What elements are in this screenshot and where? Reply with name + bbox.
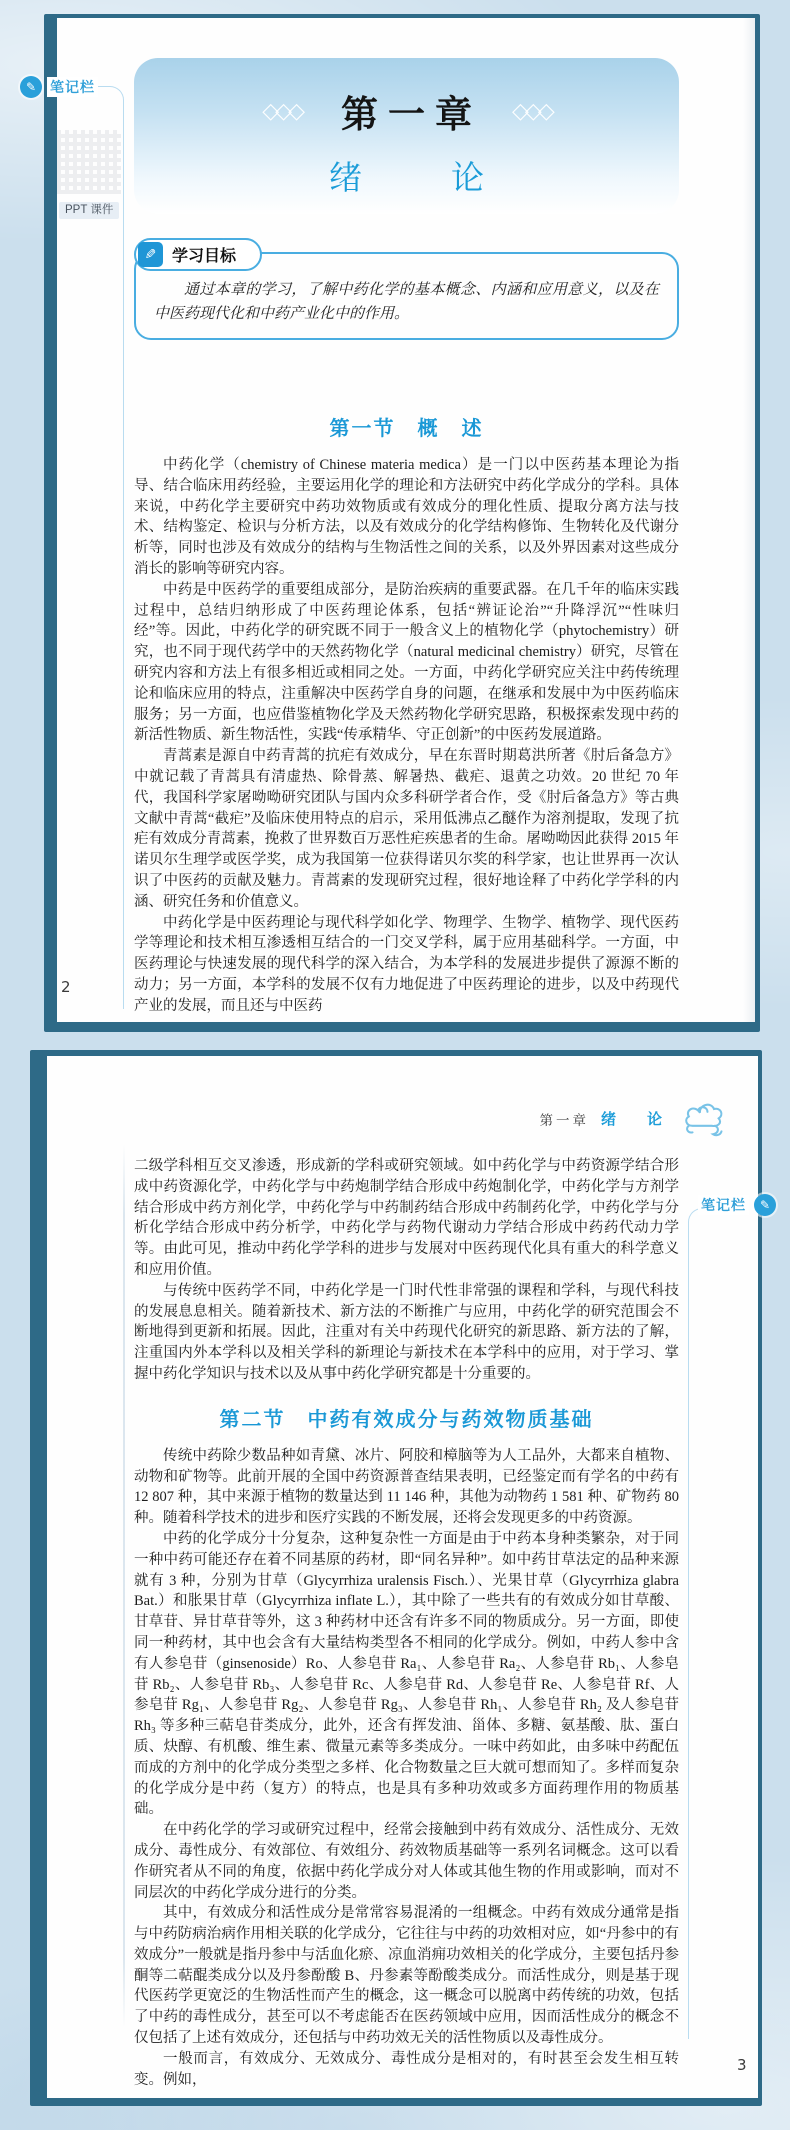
paragraph: 一般而言，有效成分、无效成分、毒性成分是相对的，有时甚至会发生相互转变。例如， <box>134 2050 679 2088</box>
chapter-number: 第一章 <box>341 95 482 136</box>
diamond-ornament-icon: ◇◇◇ <box>512 98 551 124</box>
paragraph: 中药化学（chemistry of Chinese materia medica）是一门以中医药基本理论为指导、结合临床用药经验，主要运用化学的理论和方法研究中药化学成分的学科。具体来说，中药化学主要研究中药功效物质或有效成分的理化性质、提取分离方法与技术、结构鉴定、检识与分析方法，以及有效成分的化学结构修饰、生物转化及代谢分析等，同时也涉及有效成分的结构与生物活性之间的关系，以及外界因素对这些成分消长的影响等研究内容。 <box>134 457 679 577</box>
notes-column-label: 笔记栏 <box>47 77 98 97</box>
page-3-body <box>134 1156 679 2090</box>
notes-pen-icon <box>754 1194 776 1216</box>
chapter-number-row <box>134 58 679 138</box>
section-1-heading: 第一节 概 述 <box>329 418 484 440</box>
paragraph: 中药的化学成分十分复杂，这种复杂性一方面是由于中药本身种类繁杂，对于同一种中药可能还存在着不同基原的药材，即“同名异种”。如中药甘草法定的品种来源就有 3 种，分别为甘草（Glycyrrhiza uralensis Fisch.）、光果甘草（Glycyrrhiza glabra Bat.）和胀果甘草（Glycyrrhiza inflate L.），其中除了一些共有的有效成分如甘草酸、甘草苷、异甘草苷等外，这 3 种药材中还含有许多不同的物质成分。另一方面，即使同一种药材，其中也会含有大量结构类型各不相同的化学成分。例如，中药人参中含有人参皂苷（ginsenoside）Ro、人参皂苷 Ra₁、人参皂苷 Ra₂、人参皂苷 Rb₁、人参皂苷 Rb₂、人参皂苷 Rb₃、人参皂苷 Rc、人参皂苷 Rd、人参皂苷 Re、人参皂苷 Rf、人参皂苷 Rg₁、人参皂苷 Rg₂、人参皂苷 Rg₃、人参皂苷 Rh₁、人参皂苷 Rh₂ 及人参皂苷 Rh₃ 等多种三萜皂苷类成分，此外，还含有挥发油、甾体、多糖、氨基酸、肽、蛋白质、炔醇、有机酸、维生素、微量元素等多类成分。一味中药如此，由多味中药配伍而成的方剂中的化学成分类型之多样、化合物数量之巨大就可想而知了。多样而复杂的化学成分是中药（复方）的特点，也是具有多种功效或多方面药理作用的物质基础。 <box>134 1530 679 1818</box>
page-2-paper <box>57 18 755 1022</box>
running-head-chapter: 第一章 <box>539 1112 589 1128</box>
chapter-title: 绪 论 <box>329 161 512 197</box>
learning-objectives-box <box>134 246 679 340</box>
page-number: 3 <box>737 2056 747 2074</box>
page-number: 2 <box>61 978 71 996</box>
notes-column-badge-right <box>698 1194 776 1216</box>
notes-column-rule-left <box>96 86 124 1009</box>
page-2-frame <box>44 14 760 1032</box>
page-3-frame <box>30 1050 762 2106</box>
paragraph: 中药化学是中医药理论与现代科学如化学、物理学、生物学、植物学、现代医药学等理论和技术相互渗透相互结合的一门交叉学科，属于应用基础科学。一方面，中医药理论与快速发展的现代科学的深入结合，为本学科的发展进步提供了源源不断的动力；另一方面，本学科的发展不仅有力地促进了中医药理论的进步，以及中药现代产业的发展，而且还与中医药 <box>134 914 679 1014</box>
learning-objectives-text: 通过本章的学习，了解中药化学的基本概念、内涵和应用意义，以及在中医药现代化和中药产业化中的作用。 <box>154 282 659 322</box>
notes-column-label: 笔记栏 <box>698 1195 749 1215</box>
page-2-body <box>134 455 679 1017</box>
page-3-paper <box>47 1056 758 2098</box>
pen-glyph: ✎ <box>25 80 37 94</box>
gutter-shadow <box>123 1144 125 2028</box>
diamond-ornament-icon: ◇◇◇ <box>262 98 301 124</box>
learning-objectives-title: 学习目标 <box>172 248 237 265</box>
paragraph: 传统中药除少数品种如青黛、冰片、阿胶和樟脑等为人工品外，大都来自植物、动物和矿物等。此前开展的全国中药资源普查结果表明，已经鉴定而有学名的中药有 12 807 种，其中来源于植物的数量达到 11 146 种，其他为动物药 1 581 种、矿物药 80 种。随着科学技术的进步和医疗实践的不断发展，还将会发现更多的中药资源。 <box>134 1447 679 1527</box>
learning-objectives-tab <box>134 238 262 271</box>
paragraph: 中药是中医药学的重要组成部分，是防治疾病的重要武器。在几千年的临床实践过程中，总结归纳形成了中医药理论体系，包括“辨证论治”“升降浮沉”“性味归经”等。因此，中药化学的研究既不同于一般含义上的植物化学（phytochemistry）研究，也不同于现代药学中的天然药物化学（natural medicinal chemistry）研究，尽管在研究内容和方法上有很多相近或相同之处。一方面，中药化学研究应关注中药传统理论和临床应用的特点，注重解决中医药学自身的问题，在继承和发展中为中医药临床服务；另一方面，也应借鉴植物化学及天然药物化学研究思路，积极探索发现中药的新活性物质、新生物活性，实践“传承精华、守正创新”的中医药发展道路。 <box>134 581 679 744</box>
notes-pen-icon <box>20 76 42 98</box>
ppt-courseware-label: PPT 课件 <box>59 202 119 219</box>
running-head-title: 绪 论 <box>600 1112 670 1128</box>
pen-icon: ✎ <box>138 242 163 267</box>
paragraph-continuation: 二级学科相互交叉渗透，形成新的学科或研究领域。如中药化学与中药资源学结合形成中药资源化学，中药化学与中药炮制学结合形成中药炮制化学，中药化学与方剂学结合形成中药方剂化学，中药化学与中药制药结合形成中药制药化学，中药化学与分析化学结合形成中药分析学，中药化学与药物代谢动力学结合形成中药药代动力学等。由此可见，推动中药化学学科的进步与发展对中医药现代化具有重大的科学意义和应用价值。 <box>134 1158 679 1278</box>
paragraph: 与传统中医药学不同，中药化学是一门时代性非常强的课程和学科，与现代科技的发展息息相关。随着新技术、新方法的不断推广与应用，中药化学的研究范围会不断地得到更新和拓展。因此，注重对有关中药现代化研究的新思路、新方法的了解，注重国内外本学科以及相关学科的新理论与新技术在本学科中的应用，对于学习、掌握中药化学知识与技术以及从事中药化学研究都是十分重要的。 <box>134 1282 679 1382</box>
paragraph: 其中，有效成分和活性成分是常常容易混淆的一组概念。中药有效成分通常是指与中药防病治病作用相关联的化学成分，它往往与中药的功效相对应，如“丹参中的有效成分”一般就是指丹参中与活血化瘀、凉血消痈功效相关的化学成分，主要包括丹参酮等二萜醌类成分以及丹参酚酸 B、丹参素等酚酸类成分。而活性成分，则是基于现代医药学更宽泛的生物活性而产生的概念，这一概念可以脱离中药传统的功效，包括了中药的毒性成分，甚至可以不考虑能否在医药领域中应用，因而活性成分的概念不仅包括了上述有效成分，还包括与中药功效无关的活性物质以及毒性成分。 <box>134 1905 679 2047</box>
chapter-opener-banner <box>134 58 679 214</box>
notes-column-badge-left <box>20 76 98 98</box>
running-head <box>539 1098 728 1139</box>
paragraph: 在中药化学的学习或研究过程中，经常会接触到中药有效成分、活性成分、无效成分、毒性成分、有效部位、有效组分、药效物质基础等一系列名词概念。这可以看作研究者从不同的角度，依据中药化学成分对人体或其他生物的作用或影响，而对不同层次的中药化学成分进行的分类。 <box>134 1822 679 1901</box>
notes-column-rule-right <box>688 1208 719 2039</box>
paragraph: 青蒿素是源自中药青蒿的抗疟有效成分，早在东晋时期葛洪所著《肘后备急方》中就记载了青蒿具有清虚热、除骨蒸、解暑热、截疟、退黄之功效。20 世纪 70 年代，我国科学家屠呦呦研究团队与国内众多科研学者合作，受《肘后备急方》等古典文献中青蒿“截疟”及临床使用特点的启示，采用低沸点乙醚作为溶剂提取，发现了抗疟有效成分青蒿素，挽救了世界数百万恶性疟疾患者的生命。屠呦呦因此获得 2015 年诺贝尔生理学或医学奖，成为我国第一位获得诺贝尔奖的科学家，也让世界再一次认识了中医药的贡献及魅力。青蒿素的发现研究过程，很好地诠释了中药化学学科的内涵、研究任务和价值意义。 <box>134 748 679 910</box>
section-2-heading: 第二节 中药有效成分与药效物质基础 <box>219 1408 594 1431</box>
pen-glyph: ✎ <box>759 1198 771 1212</box>
cloud-ornament-icon <box>672 1094 728 1139</box>
